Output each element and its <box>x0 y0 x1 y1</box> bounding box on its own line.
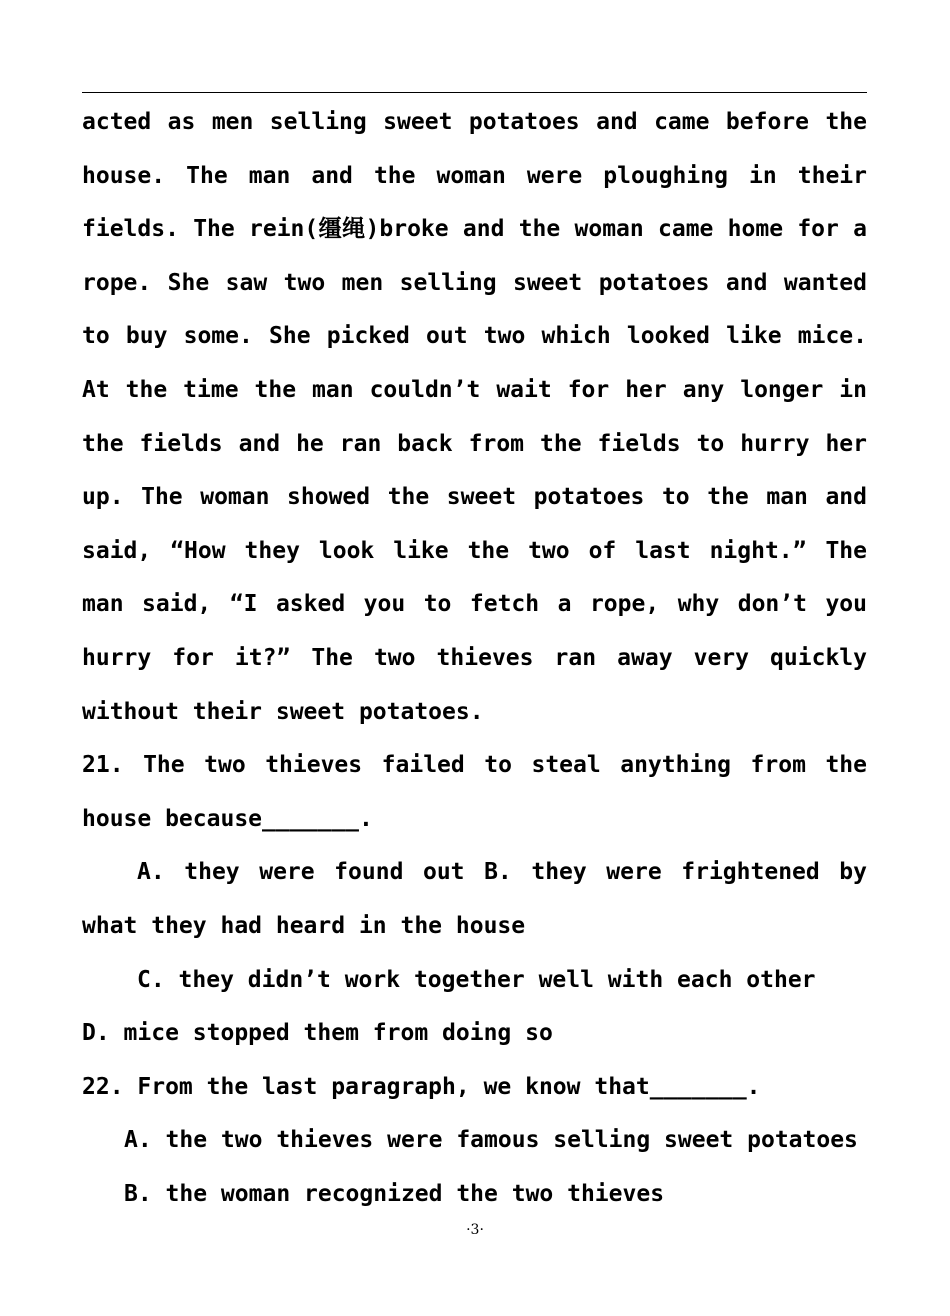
question-stem: 22. From the last paragraph, we know that_______. <box>82 1073 761 1100</box>
question-22 <box>82 1061 867 1222</box>
option-c: C. they didn’t work together well with each other <box>137 966 816 993</box>
page-content <box>82 96 867 1221</box>
passage <box>82 96 867 739</box>
header-rule <box>82 92 867 93</box>
passage-line: to buy some. She picked out two which looked like mice. <box>82 323 867 350</box>
passage-line: fields. The rein(缰绳)broke and the woman came home for a <box>82 216 867 243</box>
option-b-continued: what they had heard in the house <box>82 912 526 939</box>
passage-line: man said, “I asked you to fetch a rope, why don’t you <box>82 591 867 618</box>
option-a-b: A. they were found out B. they were frightened by <box>137 859 867 886</box>
passage-line: At the time the man couldn’t wait for her any longer in <box>82 376 867 403</box>
page-number: ·3· <box>466 1222 484 1238</box>
question-stem: 21. The two thieves failed to steal anything from the <box>82 752 867 779</box>
option-b: B. the woman recognized the two thieves <box>124 1180 665 1207</box>
passage-line: rope. She saw two men selling sweet potatoes and wanted <box>82 269 867 296</box>
passage-line: house. The man and the woman were ploughing in their <box>82 162 867 189</box>
passage-line: without their sweet potatoes. <box>82 698 484 725</box>
option-d: D. mice stopped them from doing so <box>82 1020 553 1047</box>
question-stem: house because_______. <box>82 805 373 832</box>
passage-line: the fields and he ran back from the fields to hurry her <box>82 430 867 457</box>
passage-line: acted as men selling sweet potatoes and came before the <box>82 109 867 135</box>
question-21 <box>82 739 867 1061</box>
passage-line: up. The woman showed the sweet potatoes to the man and <box>82 484 867 511</box>
option-a: A. the two thieves were famous selling sweet potatoes <box>124 1127 858 1154</box>
passage-line: said, “How they look like the two of last night.” The <box>82 537 867 564</box>
passage-line: hurry for it?” The two thieves ran away very quickly <box>82 644 867 671</box>
